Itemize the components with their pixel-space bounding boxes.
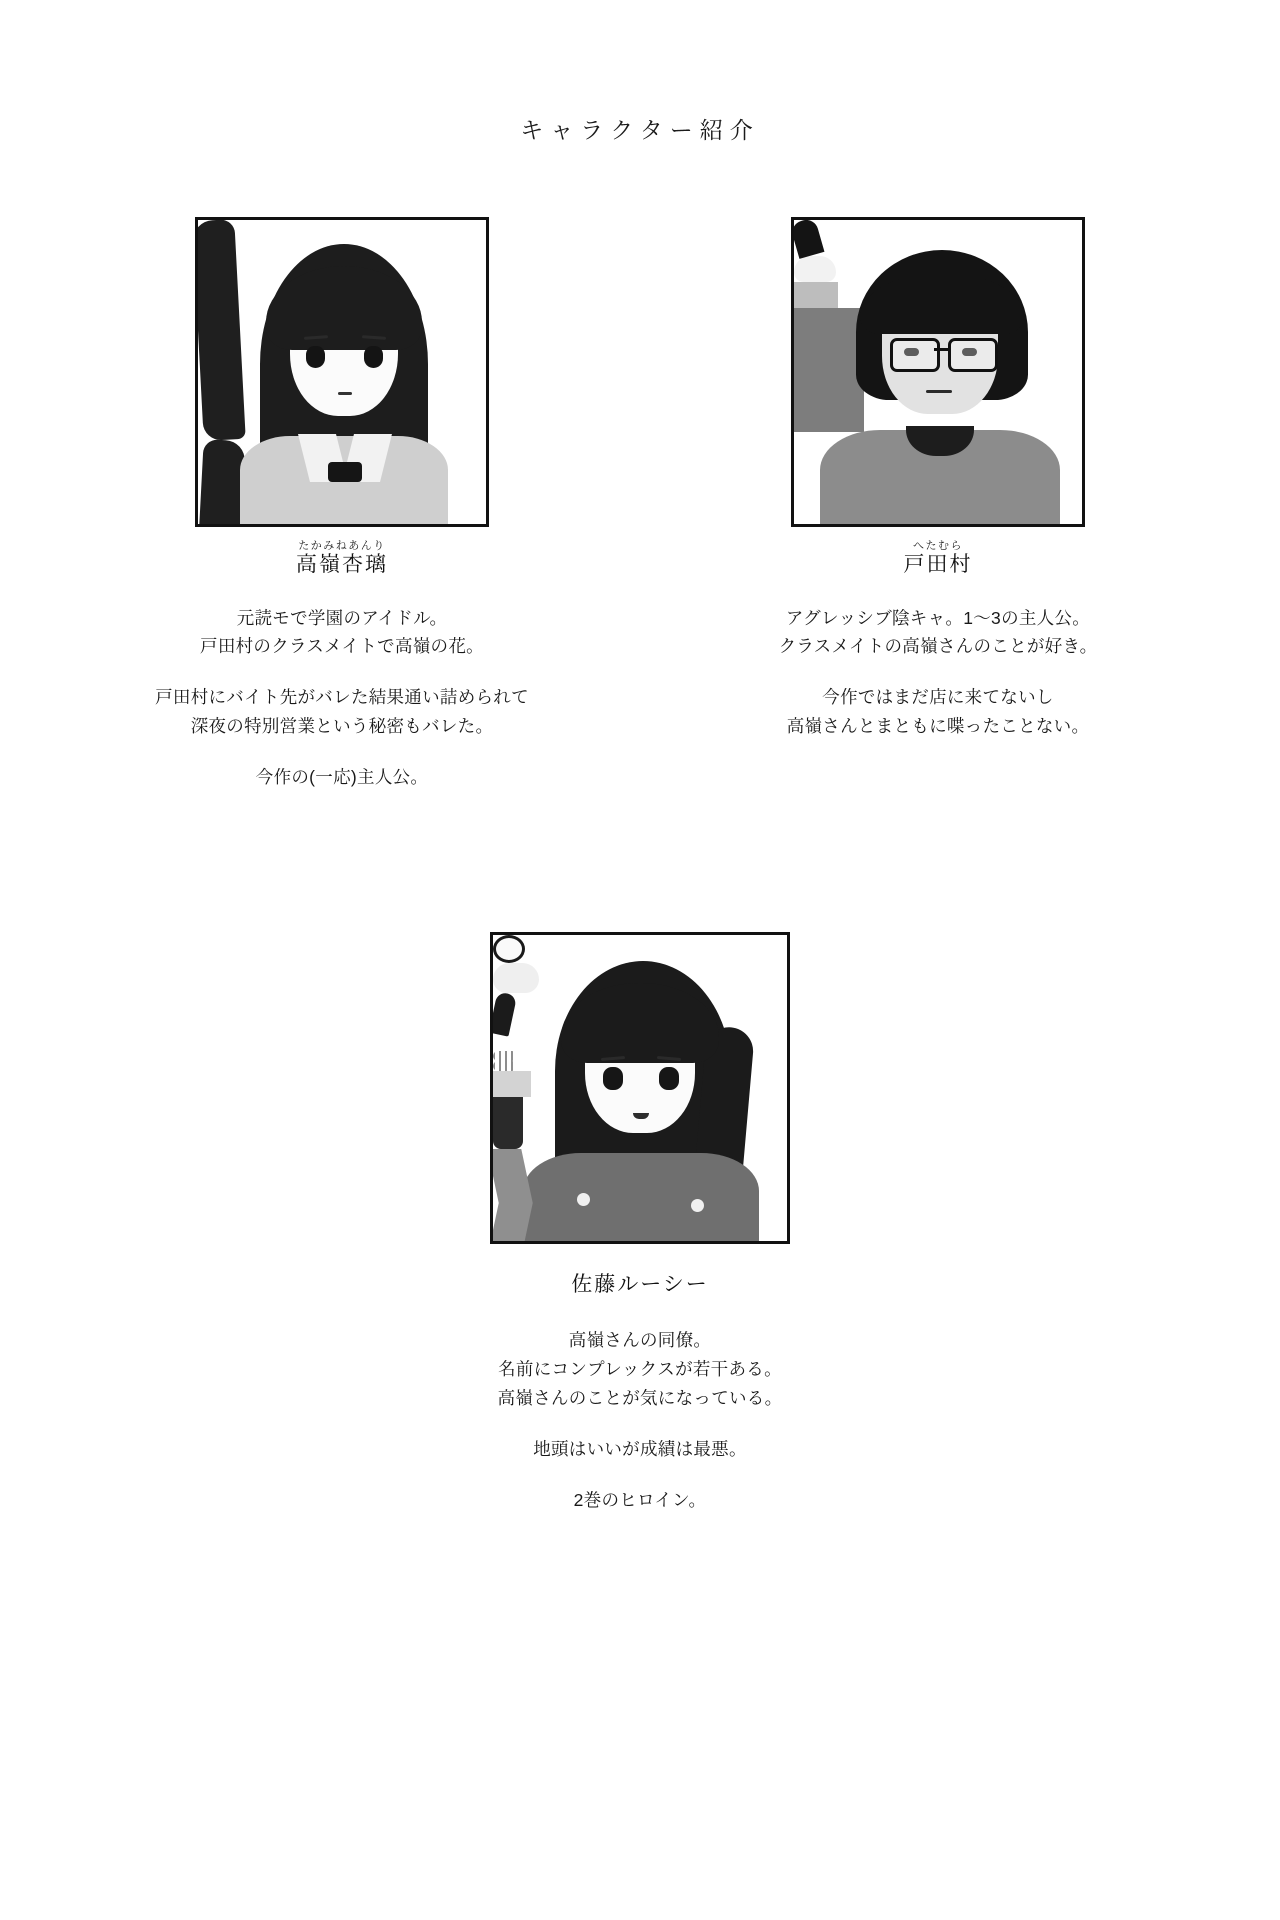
description-paragraph-1 [779,604,1098,662]
hair-spike [791,217,824,259]
description-line: 高嶺さんのことが気になっている。 [497,1387,783,1408]
ahoge-strand [490,991,517,1036]
character-portrait-hetamura [791,217,1085,527]
portrait-illustration [794,220,1082,524]
character-description [779,604,1098,742]
glasses-lens-left [890,338,940,372]
portrait-illustration [198,220,486,524]
jacket-button-1 [577,1193,590,1206]
character-card-takamine-anri [127,217,557,792]
mouth [338,392,352,395]
hair-bangs-highlight [493,963,539,993]
glasses-bridge [934,348,950,351]
character-furigana: へたむら [913,540,963,552]
portrait-illustration [493,935,787,1241]
description-line: 今作の(一応)主人公。 [255,767,429,788]
description-line: クラスメイトの高嶺さんのことが好き。 [778,636,1098,657]
description-line: 戸田村のクラスメイトで高嶺の花。 [200,636,484,657]
character-row-bottom [0,932,1280,1514]
character-description [155,604,529,792]
description-line: 地頭はいいが成績は最悪。 [533,1438,747,1459]
character-name: 佐藤ルーシー [571,1272,709,1296]
character-card-hetamura [723,217,1153,792]
character-name-block [296,541,388,576]
document-page [0,112,1280,1920]
character-name-block [571,1274,709,1296]
character-description [498,1326,783,1514]
description-paragraph-2 [155,683,529,741]
mouth [926,390,952,393]
glasses-lens-right [948,338,998,372]
description-paragraph-2 [498,1435,783,1464]
description-line: 高嶺さんの同僚。 [568,1330,712,1351]
jacket-button-2 [691,1199,704,1212]
description-line: 2巻のヒロイン。 [573,1489,707,1510]
torso-jacket [523,1153,759,1244]
character-name-block [904,541,973,576]
description-paragraph-1 [155,604,529,662]
blush-right [493,1061,517,1071]
description-paragraph-3 [155,763,529,792]
description-line: アグレッシブ陰キャ。1〜3の主人公。 [785,607,1091,628]
eye-highlight-left [493,1035,500,1043]
blush-left [493,1051,517,1061]
torso-shadow-left [794,308,864,370]
hair-side-right-shape [195,439,246,527]
inner-shirt [493,1097,523,1149]
description-paragraph-2 [779,683,1098,741]
eye-right [659,1067,679,1090]
character-portrait-takamine-anri [195,217,489,527]
description-line: 名前にコンプレックスが若干ある。 [498,1358,782,1379]
description-line: 元読モで学園のアイドル。 [236,607,448,628]
description-line: 戸田村にバイト先がバレた結果通い詰められて [155,687,529,708]
character-name: 戸田村 [903,552,973,576]
eye-right [364,346,383,368]
neck [493,1071,531,1097]
character-furigana: たかみねあんり [298,540,386,552]
character-row-top [0,217,1280,792]
description-line: 深夜の特別営業という秘密もバレた。 [190,716,494,737]
neck [794,282,838,308]
page-title: キャラクター紹介 [520,117,760,143]
description-line: 今作ではまだ店に来てないし [822,687,1054,708]
hair-highlight [794,256,836,282]
eye-left [603,1067,623,1090]
description-line: 高嶺さんとまともに喋ったことない。 [786,716,1090,737]
lapel-left [490,1149,533,1203]
description-paragraph-3 [498,1486,783,1515]
ribbon-knot [328,462,362,482]
character-name: 高嶺杏璃 [296,552,388,576]
hair-side-left-shape [195,219,246,441]
eye-left [306,346,325,368]
torso-shadow-right [794,370,864,432]
character-portrait-sato-lucy [490,932,790,1244]
description-paragraph-1 [498,1326,783,1413]
hair-tie [493,935,525,963]
character-card-sato-lucy [380,932,900,1514]
eye-highlight-right [493,1043,500,1051]
